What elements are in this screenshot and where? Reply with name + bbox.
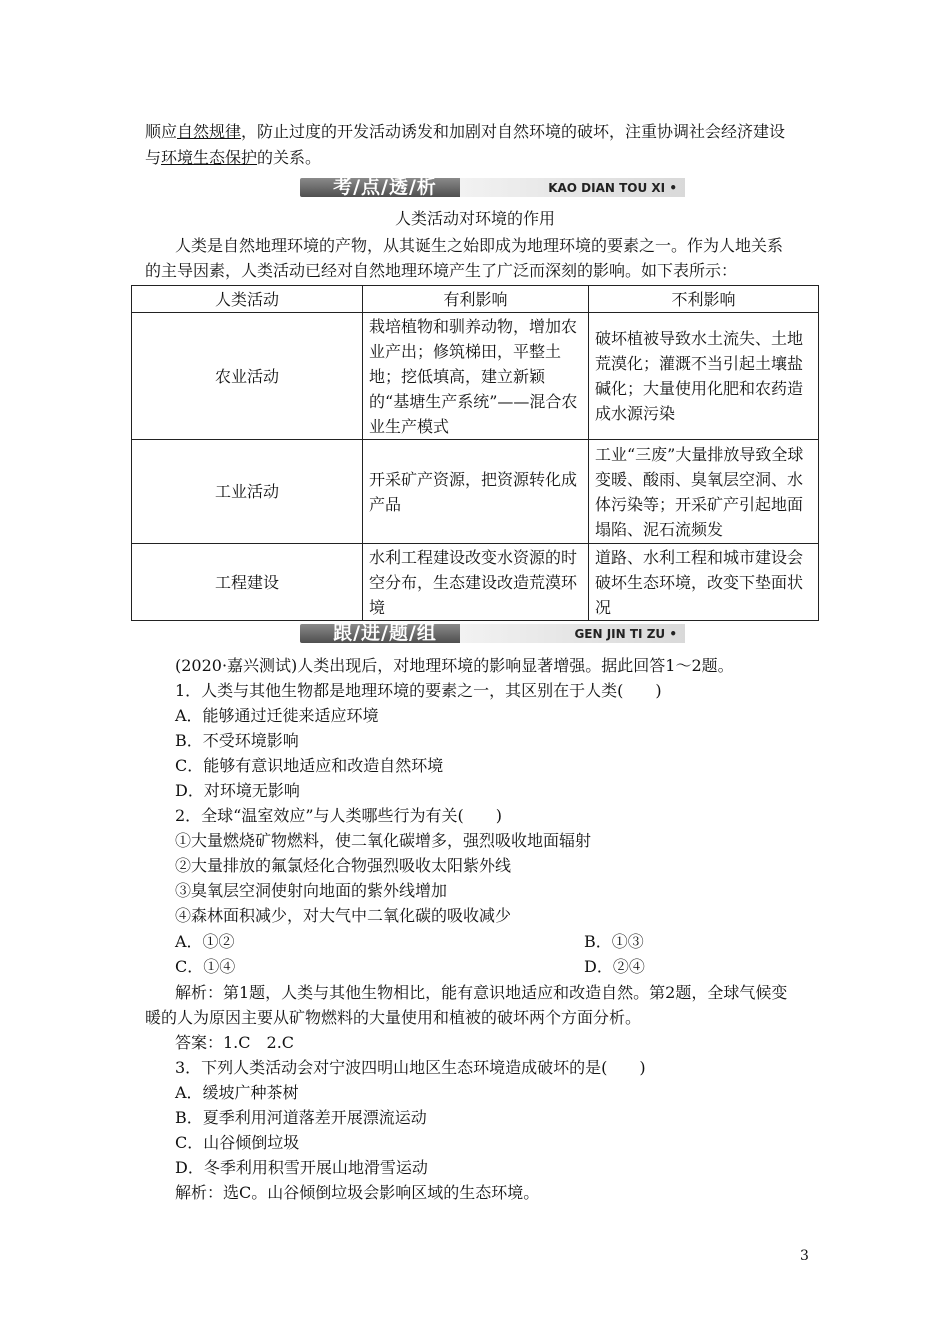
table-row [132, 313, 819, 440]
banner-english-bar [460, 624, 685, 643]
table-cell-negative: 工业“三废”大量排放导致全球变暖、酸雨、臭氧层空洞、水体污染等；开采矿产引起地面塌陷、泥石流频发 [588, 440, 818, 544]
option: B．①③ [584, 932, 644, 951]
section-title: 人类活动对环境的作用 [394, 209, 555, 228]
answer: 答案：1.C 2.C [175, 1033, 295, 1052]
option: C．山谷倾倒垃圾 [175, 1133, 300, 1152]
banner-english: GEN JIN TI ZU • [574, 627, 677, 641]
intro-text: 顺应 [145, 122, 178, 141]
question-2: 2．全球“温室效应”与人类哪些行为有关( ) [175, 806, 503, 825]
table-row [132, 544, 819, 621]
table-cell-positive: 栽培植物和驯养动物，增加农业产出；修筑梯田，平整土地；挖低填高，建立新颖的“基塘生产系统”——混合农业生产模式 [363, 313, 589, 440]
impact-table [131, 285, 819, 621]
intro-underlined-term: 自然规律 [177, 122, 242, 141]
exercise-lead: (2020·嘉兴测试)人类出现后，对地理环境的影响显著增强。据此回答1～2题。 [175, 656, 734, 675]
statement: ①大量燃烧矿物燃料，使二氧化碳增多，强烈吸收地面辐射 [175, 831, 592, 850]
analysis: 解析：第1题，人类与其他生物相比，能有意识地适应和改造自然。第2题，全球气候变 [175, 983, 788, 1002]
table-header: 人类活动 [132, 286, 363, 313]
banner-english-bar [460, 178, 685, 197]
option: A．①② [175, 932, 235, 951]
intro-line-2 [145, 146, 321, 170]
statement: ②大量排放的氟氯烃化合物强烈吸收太阳紫外线 [175, 856, 512, 875]
option: D．对环境无影响 [175, 781, 300, 800]
intro-text: ，防止过度的开发活动诱发和加剧对自然环境的破坏，注重协调社会经济建设 [241, 122, 786, 141]
intro-line-1 [145, 120, 785, 144]
analysis: 解析：选C。山谷倾倒垃圾会影响区域的生态环境。 [175, 1183, 540, 1202]
option: C．①④ [175, 957, 236, 976]
option: D．冬季利用积雪开展山地滑雪运动 [175, 1158, 428, 1177]
table-header: 有利影响 [363, 286, 589, 313]
table-cell-negative: 道路、水利工程和城市建设会破坏生态环境，改变下垫面状况 [588, 544, 818, 621]
statement: ④森林面积减少，对大气中二氧化碳的吸收减少 [175, 906, 512, 925]
table-cell-negative: 破坏植被导致水土流失、土地荒漠化；灌溉不当引起土壤盐碱化；大量使用化肥和农药造成水源污染 [588, 313, 818, 440]
table-header: 不利影响 [588, 286, 818, 313]
intro-text: 与 [145, 148, 162, 167]
table-cell-positive: 水利工程建设改变水资源的时空分布，生态建设改造荒漠环境 [363, 544, 589, 621]
banner-english: KAO DIAN TOU XI • [548, 181, 677, 195]
option: A．缓坡广种茶树 [175, 1083, 299, 1102]
option: B．夏季利用河道落差开展漂流运动 [175, 1108, 427, 1127]
banner-title: 考/点/透/析 [333, 176, 437, 198]
option: C．能够有意识地适应和改造自然环境 [175, 756, 444, 775]
analysis: 暖的人为原因主要从矿物燃料的大量使用和植被的破坏两个方面分析。 [145, 1008, 642, 1027]
statement: ③臭氧层空洞使射向地面的紫外线增加 [175, 881, 448, 900]
intro-underlined-term: 环境生态保护 [161, 148, 258, 167]
paragraph-line: 的主导因素，人类活动已经对自然地理环境产生了广泛而深刻的影响。如下表所示： [145, 261, 738, 280]
option: B．不受环境影响 [175, 731, 299, 750]
section-banner-kaodian [300, 175, 685, 199]
question-3: 3．下列人类活动会对宁波四明山地区生态环境造成破坏的是( ) [175, 1058, 646, 1077]
paragraph-line: 人类是自然地理环境的产物，从其诞生之始即成为地理环境的要素之一。作为人地关系 [175, 236, 784, 255]
table-cell-activity: 工程建设 [132, 544, 363, 621]
table-header-row [132, 286, 819, 313]
table-row [132, 440, 819, 544]
intro-text: 的关系。 [257, 148, 322, 167]
section-banner-genjin [300, 621, 685, 645]
banner-title-bar [300, 624, 470, 643]
banner-title-bar [300, 178, 470, 197]
banner-title: 跟/进/题/组 [333, 622, 437, 644]
page-number: 3 [800, 1248, 809, 1264]
question-1: 1．人类与其他生物都是地理环境的要素之一，其区别在于人类( ) [175, 681, 662, 700]
option: A．能够通过迁徙来适应环境 [175, 706, 379, 725]
option: D．②④ [584, 957, 645, 976]
table-cell-activity: 农业活动 [132, 313, 363, 440]
table-cell-positive: 开采矿产资源，把资源转化成产品 [363, 440, 589, 544]
table-cell-activity: 工业活动 [132, 440, 363, 544]
